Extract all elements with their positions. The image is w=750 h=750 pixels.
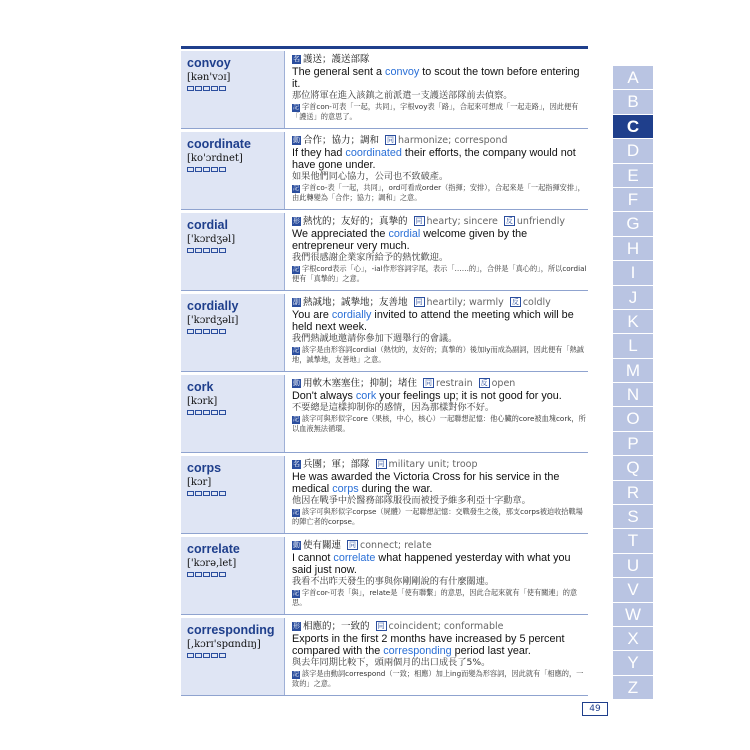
rating-box (203, 329, 210, 334)
rating-boxes (187, 86, 278, 91)
example-sentence: I cannot correlate what happened yesterday with what you said just now. (292, 552, 571, 576)
index-letter-h[interactable]: H (613, 237, 653, 261)
memo-note: 記 該字可與形似字corpse（屍體）一起聯想記憶：交戰發生之後，那支corps被迫收拾戰場的陣亡者的corpse。 (292, 507, 583, 526)
rating-box (211, 86, 218, 91)
rating-box (203, 653, 210, 658)
rating-box (211, 329, 218, 334)
example-sentence: Don't always cork your feelings up; it is not good for you. (292, 390, 562, 402)
example-sentence: If they had coordinated their efforts, the company would not have gone under. (292, 147, 576, 171)
meaning-line (292, 378, 588, 390)
antonym-tag: 反 (480, 379, 488, 387)
part-of-speech: 形 (293, 217, 300, 225)
rating-box (219, 167, 226, 172)
entry-correlate (181, 537, 588, 615)
index-letter-n[interactable]: N (613, 383, 653, 407)
headword-panel (181, 51, 285, 128)
example-translation: 我們熱誠地邀請你參加下週舉行的會議。 (292, 333, 458, 344)
rating-box (203, 86, 210, 91)
rating-box (187, 167, 194, 172)
rating-box (195, 653, 202, 658)
index-letter-c[interactable]: C (613, 115, 653, 139)
example-keyword: cork (355, 390, 377, 402)
index-letter-v[interactable]: V (613, 578, 653, 602)
entry-corps (181, 456, 588, 534)
rating-box (187, 329, 194, 334)
meaning: 護送；護送部隊 (303, 54, 370, 65)
rating-box (219, 653, 226, 658)
synonym-tag: 同 (415, 217, 423, 225)
antonym-tag: 反 (505, 217, 513, 225)
rating-box (203, 167, 210, 172)
example-sentence: He was awarded the Victoria Cross for his service in the medical corps during the war. (292, 471, 560, 495)
index-letter-u[interactable]: U (613, 554, 653, 578)
page-number: 49 (582, 702, 608, 716)
index-letter-t[interactable]: T (613, 529, 653, 553)
rating-box (211, 248, 218, 253)
index-letter-y[interactable]: Y (613, 651, 653, 675)
headword: corps (187, 461, 222, 475)
index-letter-z[interactable]: Z (613, 676, 653, 700)
synonym-tag: 同 (387, 136, 395, 144)
index-letter-o[interactable]: O (613, 407, 653, 431)
pronunciation: ['kɔrdʒəlɪ] (187, 315, 239, 326)
rating-box (187, 248, 194, 253)
rating-boxes (187, 653, 278, 658)
memo-tag: 記 (293, 671, 300, 678)
rating-box (187, 572, 194, 577)
part-of-speech: 形 (293, 622, 300, 630)
entry-convoy (181, 51, 588, 129)
index-letter-b[interactable]: B (613, 90, 653, 114)
example-keyword: convoy (385, 66, 420, 78)
index-letter-j[interactable]: J (613, 286, 653, 310)
memo-note: 記 該字是由形容詞cordial（熱忱的，友好的；真摯的）後加ly而成為副詞，因此便有「熱誠地，誠摯地，友善地」之意。 (292, 345, 584, 364)
rating-boxes (187, 572, 278, 577)
headword-panel (181, 294, 285, 371)
example-keyword: coordinated (345, 147, 402, 159)
memo-tag: 記 (293, 185, 300, 192)
headword: corresponding (187, 623, 275, 637)
example-keyword: corresponding (383, 645, 452, 657)
synonyms: coincident; conformable (388, 621, 504, 632)
part-of-speech: 名 (293, 460, 300, 468)
pronunciation: [kɔr] (187, 477, 212, 488)
headword: correlate (187, 542, 240, 556)
memo-tag: 記 (293, 590, 300, 597)
headword: cordially (187, 299, 239, 313)
meaning: 相應的；一致的 (303, 621, 370, 632)
memo-tag: 記 (293, 509, 300, 516)
index-letter-i[interactable]: I (613, 261, 653, 285)
headword: cordial (187, 218, 228, 232)
example-translation: 我們很感謝企業家所給予的熱忱歡迎。 (292, 252, 449, 263)
rating-box (211, 167, 218, 172)
memo-note: 記 該字可與形似字core（果核，中心，核心）一起聯想記憶：他心臟的core被血塊cork，所以血液無法循環。 (292, 414, 586, 433)
example-translation: 與去年同期比較下，頭兩個月的出口成長了5%。 (292, 657, 491, 668)
meaning: 熱忱的；友好的；真摯的 (303, 216, 408, 227)
rating-box (219, 491, 226, 496)
index-letter-r[interactable]: R (613, 481, 653, 505)
example-sentence: The general sent a convoy to scout the town before entering it. (292, 66, 580, 90)
rating-box (219, 86, 226, 91)
rating-boxes (187, 410, 278, 415)
rating-box (211, 491, 218, 496)
entry-coordinate (181, 132, 588, 210)
headword-panel (181, 456, 285, 533)
example-keyword: cordial (388, 228, 421, 240)
synonym-tag: 同 (349, 541, 357, 549)
rating-box (187, 653, 194, 658)
meaning: 熱誠地；誠摯地；友善地 (303, 297, 408, 308)
definition-panel (285, 51, 588, 128)
headword-panel (181, 213, 285, 290)
rating-box (219, 329, 226, 334)
entry-cordially (181, 294, 588, 372)
synonym-tag: 同 (415, 298, 423, 306)
synonym-tag: 同 (425, 379, 433, 387)
definition-panel (285, 213, 588, 290)
rating-box (187, 86, 194, 91)
part-of-speech: 動 (293, 379, 300, 387)
rating-box (203, 410, 210, 415)
definition-panel (285, 537, 588, 614)
rating-box (195, 167, 202, 172)
pronunciation: [kən'vɔɪ] (187, 72, 231, 83)
pronunciation: [ko'ɔrdnet] (187, 153, 243, 164)
rating-box (195, 86, 202, 91)
index-letter-w[interactable]: W (613, 603, 653, 627)
pronunciation: [,kɔrɪ'spɑndɪŋ] (187, 639, 261, 650)
index-letter-q[interactable]: Q (613, 456, 653, 480)
rating-box (187, 410, 194, 415)
rating-box (195, 572, 202, 577)
meaning-line (292, 459, 588, 471)
index-letter-m[interactable]: M (613, 359, 653, 383)
memo-tag: 記 (293, 266, 300, 273)
meaning-line (292, 216, 588, 228)
example-keyword: correlate (333, 552, 376, 564)
memo-tag: 記 (293, 104, 300, 111)
rating-boxes (187, 329, 278, 334)
pronunciation: ['kɔrdʒəl] (187, 234, 236, 245)
meaning: 兵團；軍；部隊 (303, 459, 370, 470)
memo-tag: 記 (293, 416, 300, 423)
index-letter-e[interactable]: E (613, 164, 653, 188)
example-sentence: Exports in the first 2 months have increased by 5 percent compared with the corresponding period last year. (292, 633, 565, 657)
index-letter-l[interactable]: L (613, 334, 653, 358)
example-keyword: corps (332, 483, 359, 495)
entry-cork (181, 375, 588, 453)
synonyms: military unit; troop (388, 459, 478, 470)
example-translation: 我看不出昨天發生的事與你剛剛說的有什麼關連。 (292, 576, 495, 587)
rating-box (203, 572, 210, 577)
meaning-line (292, 297, 588, 309)
part-of-speech: 動 (293, 541, 300, 549)
rating-box (203, 491, 210, 496)
rating-box (211, 410, 218, 415)
synonym-tag: 同 (377, 622, 385, 630)
headword-panel (181, 375, 285, 452)
rating-box (219, 410, 226, 415)
entry-cordial (181, 213, 588, 291)
part-of-speech: 動 (293, 136, 300, 144)
alphabet-index (613, 66, 653, 700)
synonym-tag: 同 (377, 460, 385, 468)
memo-note: 記 該字是由動詞correspond（一致；相應）加上ing而變為形容詞，因此就有「相應的，一致的」之意。 (292, 669, 584, 688)
index-letter-d[interactable]: D (613, 139, 653, 163)
headword: convoy (187, 56, 231, 70)
antonyms: unfriendly (516, 216, 565, 227)
headword-panel (181, 618, 285, 695)
antonyms: open (491, 378, 516, 389)
meaning-line (292, 540, 588, 552)
example-keyword: cordially (331, 309, 372, 321)
dictionary-page (181, 46, 588, 699)
definition-panel (285, 132, 588, 209)
rating-box (211, 572, 218, 577)
rating-boxes (187, 167, 278, 172)
headword-panel (181, 132, 285, 209)
index-letter-p[interactable]: P (613, 432, 653, 456)
rating-box (211, 653, 218, 658)
index-letter-k[interactable]: K (613, 310, 653, 334)
meaning-line (292, 621, 588, 633)
meaning-line (292, 54, 588, 66)
example-translation: 不要總是這樣抑制你的感情，因為那樣對你不好。 (292, 402, 495, 413)
rating-box (195, 410, 202, 415)
index-letter-g[interactable]: G (613, 212, 653, 236)
index-letter-a[interactable]: A (613, 66, 653, 90)
definition-panel (285, 375, 588, 452)
index-letter-s[interactable]: S (613, 505, 653, 529)
meaning: 使有關連 (303, 540, 342, 551)
headword: cork (187, 380, 214, 394)
synonyms: heartily; warmly (426, 297, 504, 308)
definition-panel (285, 618, 588, 695)
rating-box (219, 248, 226, 253)
synonyms: restrain (436, 378, 473, 389)
rating-box (203, 248, 210, 253)
rating-boxes (187, 491, 278, 496)
pronunciation: ['kɔrə,let] (187, 558, 237, 569)
example-sentence: We appreciated the cordial welcome given by the entrepreneur very much. (292, 228, 528, 252)
example-sentence: You are cordially invited to attend the meeting which will be held next week. (292, 309, 574, 333)
example-translation: 那位將軍在進入該鎮之前派遣一支護送部隊前去偵察。 (292, 90, 513, 101)
memo-tag: 記 (293, 347, 300, 354)
top-rule (181, 46, 588, 49)
antonym-tag: 反 (511, 298, 519, 306)
part-of-speech: 名 (293, 55, 300, 63)
memo-note: 記 字首cor-可表「與」，relate是「使有聯繫」的意思，因此合起來就有「使有關連」的意思。 (292, 588, 578, 607)
rating-boxes (187, 248, 278, 253)
memo-note: 記 字首con-可表「一起，共同」，字根voy表「路」，合起來可想成「一起走路」，因此便有「護送」的意思了。 (292, 102, 579, 121)
rating-box (219, 572, 226, 577)
memo-note: 記 字首co-表「一起，共同」，ord可看成order（指揮；安排），合起來是「一起指揮安排」，由此轉變為「合作；協力；調和」之意。 (292, 183, 585, 202)
synonyms: harmonize; correspond (398, 135, 508, 146)
meaning: 合作；協力；調和 (303, 135, 380, 146)
rating-box (195, 248, 202, 253)
example-translation: 他因在戰爭中於醫務部隊服役而被授予維多利亞十字勳章。 (292, 495, 531, 506)
antonyms: coldly (522, 297, 551, 308)
meaning: 用軟木塞塞住；抑制；堵住 (303, 378, 418, 389)
part-of-speech: 副 (293, 298, 300, 306)
definition-panel (285, 294, 588, 371)
synonyms: connect; relate (360, 540, 432, 551)
meaning-line (292, 135, 588, 147)
definition-panel (285, 456, 588, 533)
rating-box (187, 491, 194, 496)
example-translation: 如果他們同心協力，公司也不致破產。 (292, 171, 449, 182)
rating-box (195, 491, 202, 496)
memo-note: 記 字根cord表示「心」，-ial作形容詞字尾，表示「……的」，合併是「真心的」，所以cordial便有「真摯的」之意。 (292, 264, 587, 283)
entry-corresponding (181, 618, 588, 696)
rating-box (195, 329, 202, 334)
index-letter-x[interactable]: X (613, 627, 653, 651)
headword-panel (181, 537, 285, 614)
synonyms: hearty; sincere (426, 216, 498, 227)
headword: coordinate (187, 137, 251, 151)
index-letter-f[interactable]: F (613, 188, 653, 212)
pronunciation: [kɔrk] (187, 396, 218, 407)
